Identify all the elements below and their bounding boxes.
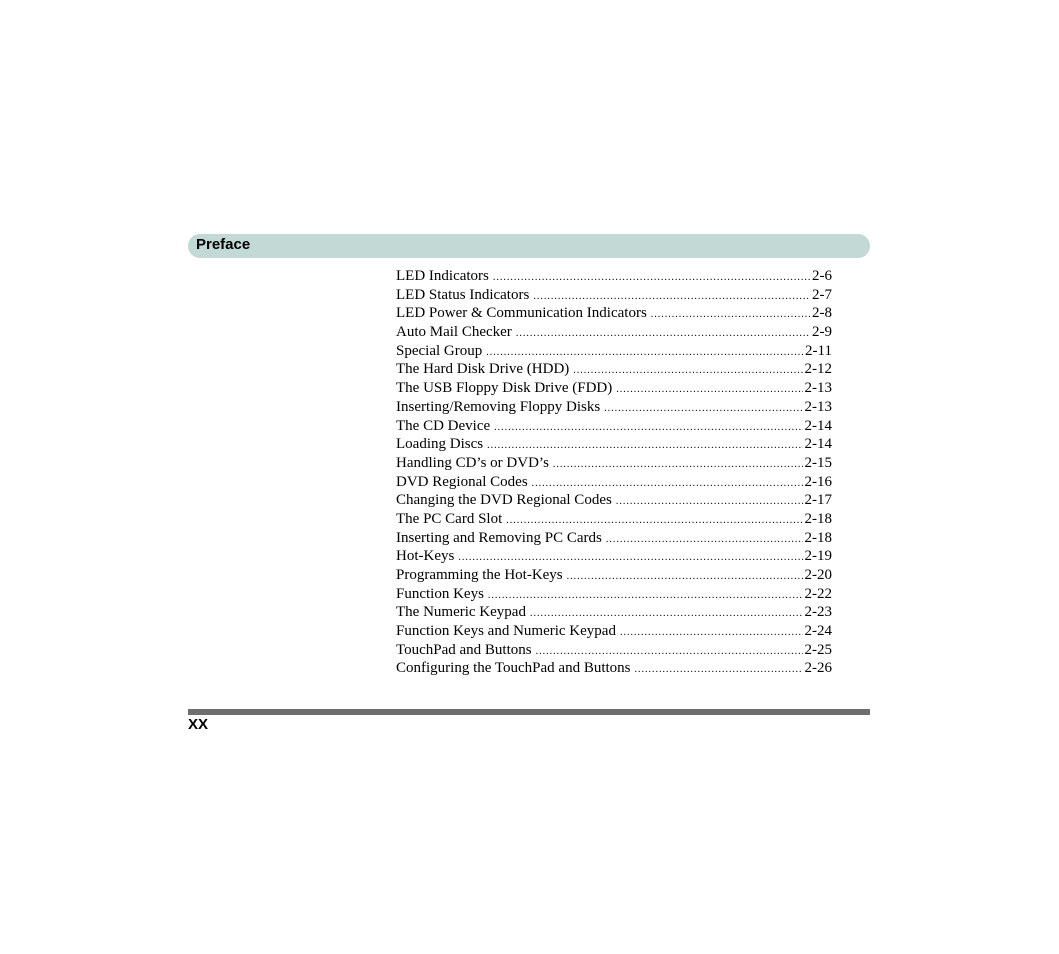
toc-leader-dots	[573, 365, 802, 376]
toc-leader-dots	[532, 478, 803, 489]
toc-leader-dots	[651, 309, 810, 320]
toc-entry-title: The CD Device	[396, 417, 491, 434]
toc-leader-dots	[635, 664, 803, 675]
toc-entry-title: LED Indicators	[396, 268, 489, 284]
toc-entry-title: LED Power & Communication Indicators	[396, 305, 647, 322]
toc-entry-page: 2-24	[804, 623, 832, 640]
toc-entry-title: Special Group	[396, 342, 483, 359]
toc-leader-dots	[567, 571, 803, 582]
toc-leader-dots	[516, 328, 810, 339]
toc-leader-dots	[553, 459, 803, 470]
toc-leader-dots	[493, 272, 810, 283]
toc-entry-title: The USB Floppy Disk Drive (FDD)	[396, 380, 613, 397]
toc-entry[interactable]	[396, 418, 832, 437]
section-title: Preface	[196, 236, 251, 253]
toc-entry-title: The PC Card Slot	[396, 510, 503, 527]
toc-entry[interactable]	[396, 623, 832, 642]
toc-entry[interactable]	[396, 380, 832, 399]
toc-entry-title: Inserting/Removing Floppy Disks	[396, 398, 601, 415]
toc-leader-dots	[487, 440, 802, 451]
toc-leader-dots	[536, 646, 803, 657]
toc-entry[interactable]	[396, 548, 832, 567]
toc-entry-page: 2-7	[812, 286, 832, 303]
toc-leader-dots	[486, 347, 803, 358]
toc-entry-title: Handling CD’s or DVD’s	[396, 454, 549, 471]
toc-entry[interactable]	[396, 642, 832, 661]
toc-entry-page: 2-15	[804, 454, 832, 471]
toc-entry[interactable]	[396, 660, 832, 679]
toc-entry-title: The Hard Disk Drive (HDD)	[396, 361, 570, 378]
toc-entry-page: 2-14	[804, 436, 832, 453]
toc-entry-page: 2-19	[804, 548, 832, 565]
toc-leader-dots	[488, 590, 803, 601]
toc-entry-page: 2-17	[804, 492, 832, 509]
toc-leader-dots	[530, 608, 803, 619]
toc-entry-page: 2-6	[812, 268, 832, 284]
toc-entry-page: 2-22	[804, 585, 832, 602]
toc-entry[interactable]	[396, 268, 832, 287]
toc-entry-title: Programming the Hot-Keys	[396, 567, 563, 583]
toc-entry[interactable]	[396, 455, 832, 474]
toc-entry-page: 2-9	[812, 324, 832, 341]
toc-entry-page: 2-18	[804, 529, 832, 546]
page-number: XX	[188, 716, 209, 733]
toc-entry-page: 2-8	[812, 305, 832, 322]
toc-entry-title: TouchPad and Buttons	[396, 641, 532, 658]
toc-entry[interactable]	[396, 492, 832, 511]
toc-entry-title: Inserting and Removing PC Cards	[396, 529, 602, 546]
toc-entry-title: Changing the DVD Regional Codes	[396, 492, 612, 509]
section-header-bar	[188, 234, 870, 258]
toc-entry-page: 2-12	[804, 361, 832, 378]
toc-entry-title: Function Keys and Numeric Keypad	[396, 623, 616, 640]
toc-leader-dots	[533, 291, 810, 302]
toc-leader-dots	[616, 496, 803, 507]
toc-leader-dots	[606, 534, 803, 545]
toc-entry-page: 2-23	[804, 604, 832, 621]
toc-leader-dots	[494, 422, 802, 433]
toc-entry[interactable]	[396, 324, 832, 343]
toc-entry[interactable]	[396, 511, 832, 530]
toc-entry[interactable]	[396, 567, 832, 586]
toc-leader-dots	[620, 627, 803, 638]
toc-entry-title: LED Status Indicators	[396, 286, 530, 303]
toc-entry-title: Configuring the TouchPad and Buttons	[396, 660, 631, 677]
toc-entry-page: 2-26	[804, 660, 832, 677]
table-of-contents	[396, 268, 832, 679]
toc-entry-title: DVD Regional Codes	[396, 473, 528, 490]
toc-entry[interactable]	[396, 399, 832, 418]
toc-entry[interactable]	[396, 361, 832, 380]
toc-entry-page: 2-11	[805, 342, 832, 359]
toc-entry[interactable]	[396, 474, 832, 493]
toc-entry[interactable]	[396, 436, 832, 455]
toc-entry[interactable]	[396, 287, 832, 306]
toc-entry-title: Function Keys	[396, 585, 484, 602]
toc-entry-page: 2-14	[804, 417, 832, 434]
toc-leader-dots	[458, 552, 802, 563]
toc-entry-title: Hot-Keys	[396, 548, 455, 565]
footer-rule	[188, 709, 870, 715]
toc-entry[interactable]	[396, 586, 832, 605]
toc-leader-dots	[506, 515, 802, 526]
toc-entry-title: Auto Mail Checker	[396, 324, 512, 341]
toc-entry-title: Loading Discs	[396, 436, 484, 453]
toc-entry[interactable]	[396, 604, 832, 623]
toc-entry-page: 2-16	[804, 473, 832, 490]
toc-entry-page: 2-25	[804, 641, 832, 658]
toc-entry[interactable]	[396, 305, 832, 324]
toc-leader-dots	[616, 384, 802, 395]
toc-entry-page: 2-13	[804, 380, 832, 397]
toc-entry[interactable]	[396, 343, 832, 362]
toc-entry-title: The Numeric Keypad	[396, 604, 526, 621]
toc-entry-page: 2-18	[804, 510, 832, 527]
toc-entry-page: 2-13	[804, 398, 832, 415]
toc-entry-page: 2-20	[804, 567, 832, 583]
toc-entry[interactable]	[396, 530, 832, 549]
toc-leader-dots	[604, 403, 802, 414]
